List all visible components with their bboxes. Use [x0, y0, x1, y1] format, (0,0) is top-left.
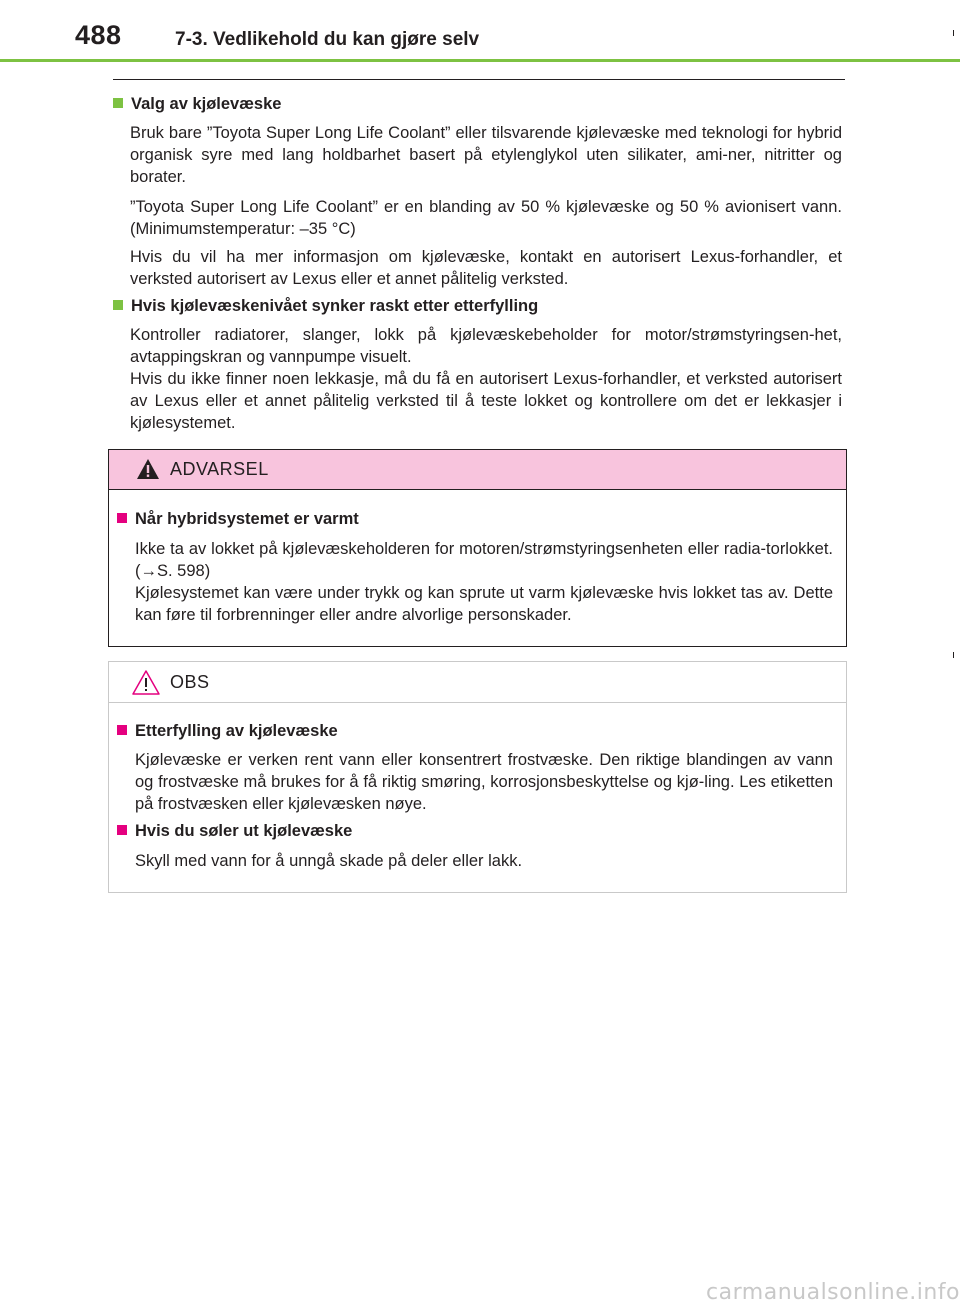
- page-reference-link[interactable]: S. 598: [157, 562, 205, 580]
- notice-bullet: [117, 825, 127, 835]
- notice-header: [109, 662, 846, 703]
- warning-bullet: [117, 513, 127, 523]
- header-rule: [0, 59, 960, 62]
- warning-text: Kjølesystemet kan være under trykk og kan sprute ut varm kjølevæske hvis lokket tas av. Dette kan føre til forbrenninger eller andre alvorlige personskader.: [135, 584, 833, 624]
- section-heading-coolant-drop: Hvis kjølevæskenivået synker raskt etter etterfylling: [113, 297, 538, 316]
- paragraph: Hvis du vil ha mer informasjon om kjølevæske, kontakt en autorisert Lexus-forhandler, et verksted autorisert av Lexus eller et annet pålitelig verksted.: [130, 248, 842, 288]
- page-header: [0, 0, 960, 64]
- section-heading-coolant-choice: Valg av kjølevæske: [113, 95, 281, 114]
- page-number: 488: [75, 20, 122, 50]
- notice-bullet: [117, 725, 127, 735]
- notice-item-heading: Hvis du søler ut kjølevæske: [117, 822, 352, 841]
- crop-mark: [953, 30, 954, 36]
- paragraph: Hvis du ikke finner noen lekkasje, må du få en autorisert Lexus-forhandler, et verksted autorisert av Lexus eller et annet pålitelig verksted til å teste lokket og kontrollere om det er lekkasjer i kjølesystemet.: [130, 370, 842, 432]
- chapter-title: 7-3. Vedlikehold du kan gjøre selv: [175, 29, 480, 50]
- warning-triangle-outline-icon: [131, 669, 161, 696]
- warning-text: Ikke ta av lokket på kjølevæskeholderen for motoren/strømstyringsenheten eller radia-torlokket. (→S. 598): [135, 540, 833, 580]
- footer-watermark: carmanualsonline.info: [706, 1280, 960, 1305]
- paragraph: ”Toyota Super Long Life Coolant” er en blanding av 50 % kjølevæske og 50 % avionisert vann. (Minimumstemperatur: –35 °C): [130, 198, 842, 238]
- notice-text: Kjølevæske er verken rent vann eller konsentrert frostvæske. Den riktige blandingen av vann og frostvæske må brukes for å få riktig smøring, korrosjonsbeskyttelse og kjø-ling. Les etiketten på frostvæsken eller kjølevæsken nøye.: [135, 751, 833, 813]
- warning-header: [109, 450, 846, 490]
- paragraph: Bruk bare ”Toyota Super Long Life Coolant” eller tilsvarende kjølevæske med teknologi for hybrid organisk syre med lang holdbarhet basert på etylenglykol uten silikater, ami-ner, nitritter og borater.: [130, 124, 842, 186]
- section-bullet: [113, 300, 123, 310]
- warning-label: ADVARSEL: [170, 459, 269, 479]
- section-bullet: [113, 98, 123, 108]
- notice-text: Skyll med vann for å unngå skade på deler eller lakk.: [135, 852, 523, 870]
- notice-box: [108, 661, 847, 893]
- warning-box: [108, 449, 847, 647]
- paragraph: Kontroller radiatorer, slanger, lokk på kjølevæskebeholder for motor/strømstyringsen-het, avtappingskran og vannpumpe visuelt.: [130, 326, 842, 366]
- warning-triangle-filled-icon: [136, 458, 160, 480]
- arrow-icon: →: [140, 562, 157, 580]
- crop-mark: [953, 652, 954, 658]
- notice-item-heading: Etterfylling av kjølevæske: [117, 722, 338, 741]
- content-top-rule: [113, 79, 845, 80]
- warning-item-heading: Når hybridsystemet er varmt: [117, 510, 359, 529]
- notice-label: OBS: [170, 672, 210, 692]
